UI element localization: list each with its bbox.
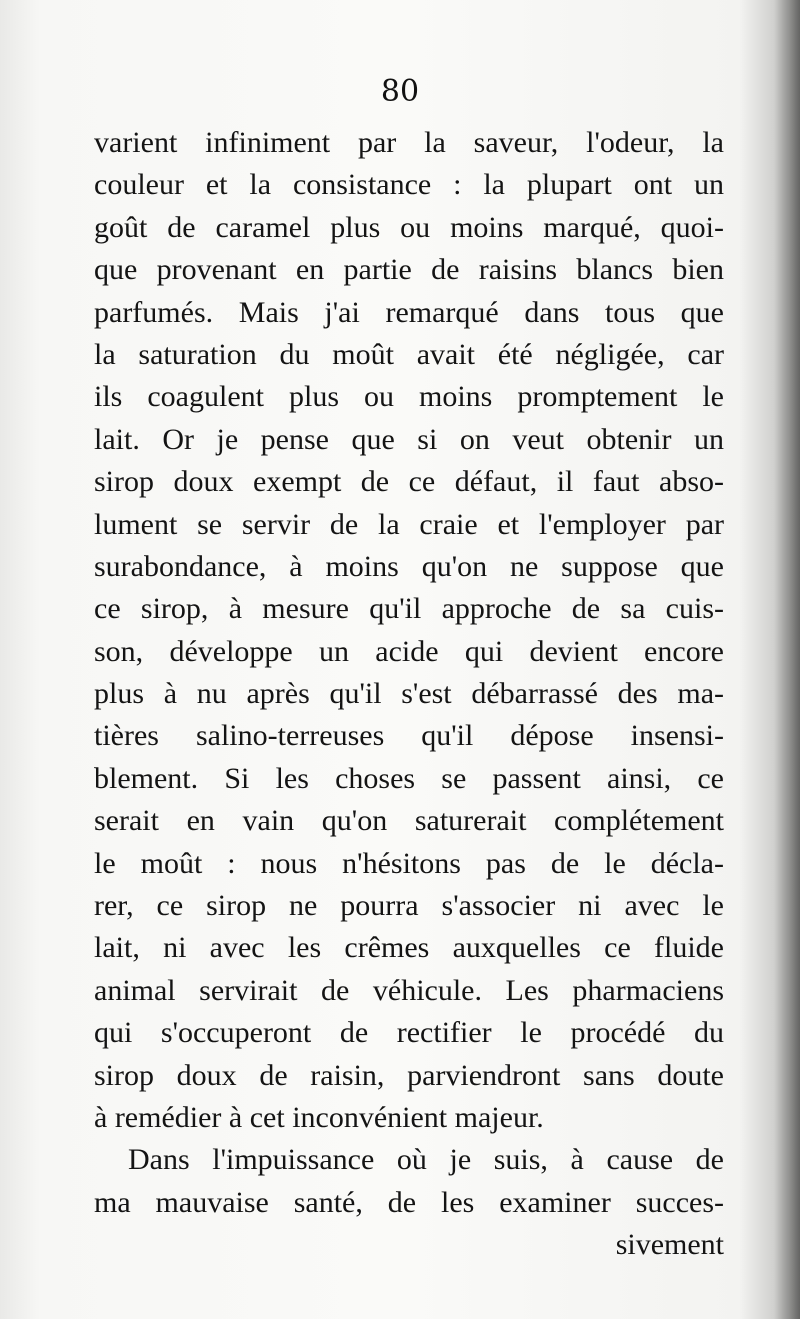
page-edge-shadow xyxy=(774,0,800,1319)
text-line: rer, ce sirop ne pourra s'associer ni avec le xyxy=(94,889,724,923)
text-line: serait en vain qu'on saturerait complétement xyxy=(94,804,724,838)
text-line: ce sirop, à mesure qu'il approche de sa cuis- xyxy=(94,592,724,626)
text-line: Dans l'impuissance où je suis, à cause de xyxy=(128,1143,724,1177)
text-line: parfumés. Mais j'ai remarqué dans tous que xyxy=(94,295,724,329)
text-line: lait, ni avec les crêmes auxquelles ce fluide xyxy=(94,931,724,965)
text-line: la saturation du moût avait été négligée, car xyxy=(94,337,724,371)
body-text xyxy=(94,122,724,1267)
text-line: couleur et la consistance : la plupart ont un xyxy=(94,168,724,202)
text-line: varient infiniment par la saveur, l'odeur, la xyxy=(94,126,724,159)
text-line: lait. Or je pense que si on veut obtenir un xyxy=(94,422,724,456)
text-line: plus à nu après qu'il s'est débarrassé des ma- xyxy=(94,677,724,711)
text-line: ma mauvaise santé, de les examiner succes- xyxy=(94,1185,724,1219)
text-line: lument se servir de la craie et l'employer par xyxy=(94,507,724,541)
text-line: ils coagulent plus ou moins promptement le xyxy=(94,380,724,414)
text-line: qui s'occuperont de rectifier le procédé du xyxy=(94,1016,724,1050)
text-line: à remédier à cet inconvénient majeur. xyxy=(94,1100,544,1134)
text-line: sirop doux de raisin, parviendront sans doute xyxy=(94,1058,724,1092)
text-line: blement. Si les choses se passent ainsi, ce xyxy=(94,761,724,795)
text-line: son, développe un acide qui devient encore xyxy=(94,634,724,668)
text-line: le moût : nous n'hésitons pas de le décla- xyxy=(94,846,724,880)
text-line: animal servirait de véhicule. Les pharmaciens xyxy=(94,973,724,1007)
text-line: sirop doux exempt de ce défaut, il faut abso- xyxy=(94,465,724,499)
catchword: sivement xyxy=(615,1228,724,1262)
text-line: goût de caramel plus ou moins marqué, quoi- xyxy=(94,210,724,244)
text-line: tières salino-terreuses qu'il dépose insensi- xyxy=(94,719,724,753)
page-number: 80 xyxy=(380,74,420,109)
text-line: surabondance, à moins qu'on ne suppose que xyxy=(94,549,724,583)
text-line: que provenant en partie de raisins blancs bien xyxy=(94,253,724,287)
